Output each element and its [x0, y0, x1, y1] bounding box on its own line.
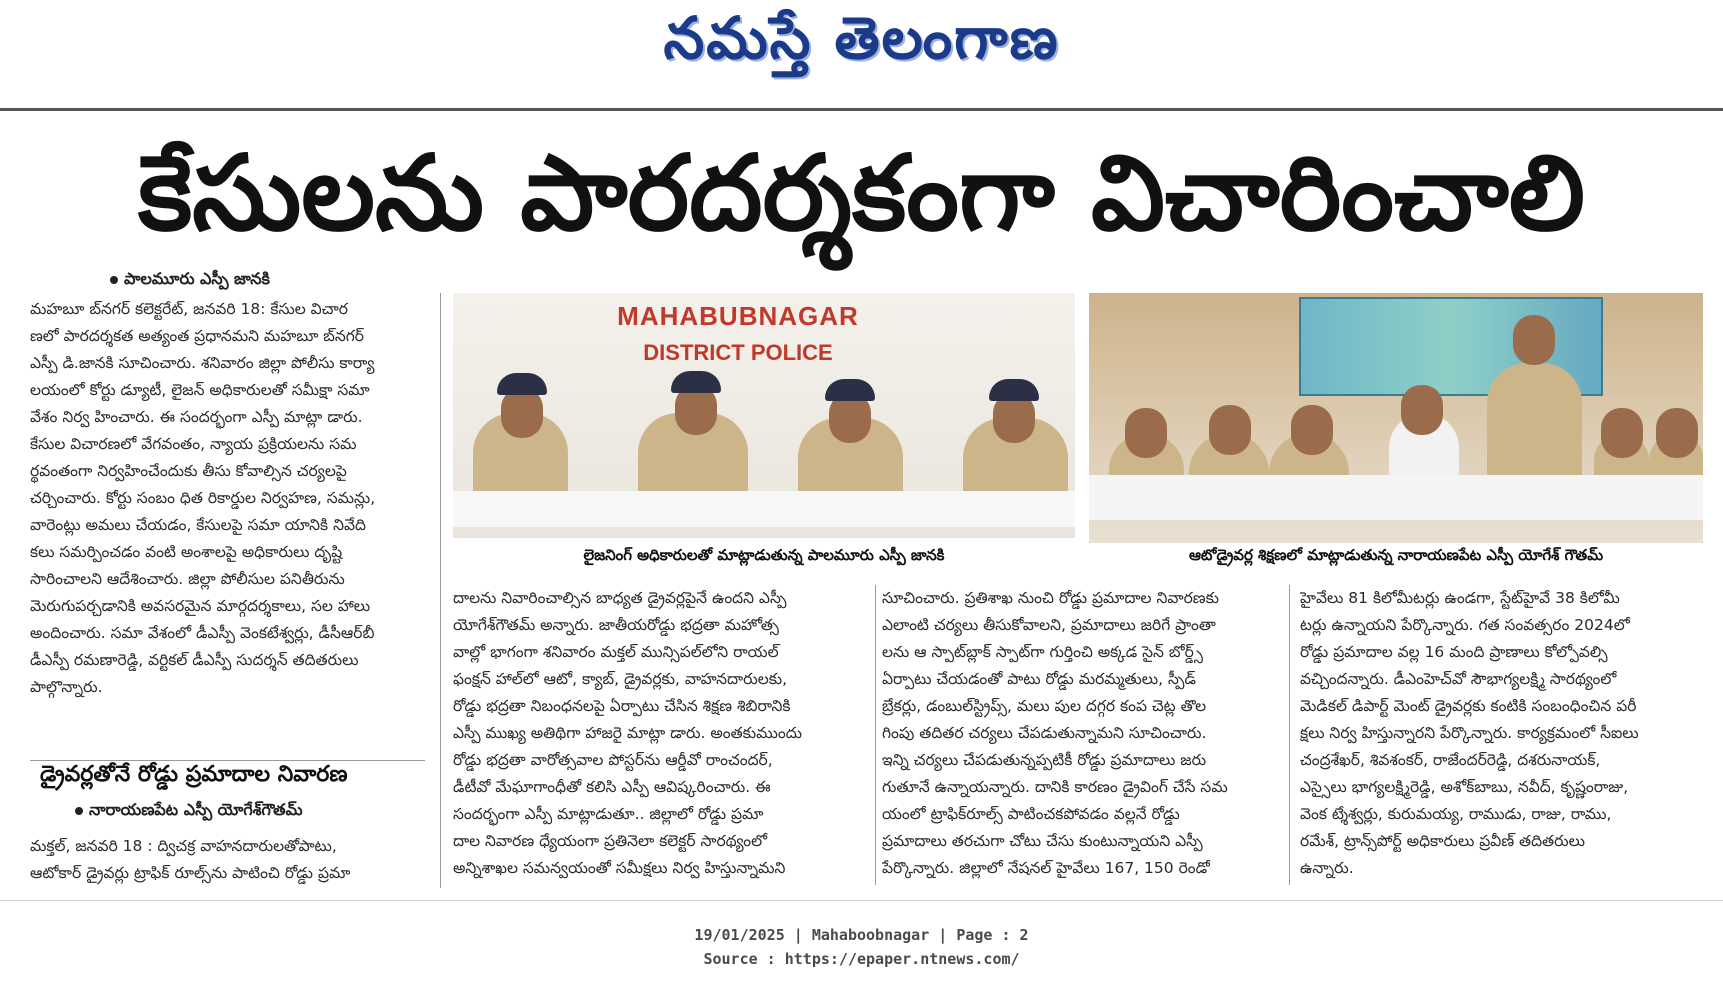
- headline: కేసులను పారదర్శకంగా విచారించాలి: [138, 132, 1585, 254]
- text-line: క్షలు నిర్వ హిస్తున్నారని పేర్కొన్నారు. కార్యక్రమంలో సీఐలు: [1300, 724, 1639, 742]
- text-line: ఇన్ని చర్యలు చేపడుతున్నప్పటికీ రోడ్డు ప్రమాదాలు జరు: [882, 751, 1207, 769]
- text-line: ఎస్పీ డి.జానకి సూచించారు. శనివారం జిల్లా పోలీసు కార్యా: [30, 354, 375, 372]
- text-line: ఏర్పాటు చేయడంతో పాటు రోడ్డు మరమ్మతులు, స్పీడ్: [882, 670, 1196, 688]
- text-line: యంలో ట్రాఫిక్‌రూల్స్ పాటించకపోవడం వల్లనే రోడ్డు: [882, 805, 1180, 823]
- text-line: కలు సమర్పించడం వంటి అంశాలపై అధికారులు దృష్టి: [30, 543, 343, 561]
- article2-byline: [75, 800, 303, 823]
- text-line: ఆటోకార్ డ్రైవర్లు ట్రాఫిక్ రూల్స్‌ను పాటించి రోడ్డు ప్రమా: [30, 864, 351, 882]
- text-line: సారించాలని ఆదేశించారు. జిల్లా పోలీసుల పనితీరును: [30, 570, 345, 588]
- article2-column-4: [1300, 585, 1705, 882]
- text-line: కేసుల విచారణలో వేగవంతం, న్యాయ ప్రక్రియలను సమ: [30, 435, 357, 453]
- text-line: మహబూ బ్‌నగర్ కలెక్టరేట్, జనవరి 18: కేసుల విచార: [30, 300, 348, 318]
- police-signboard: MAHABUBNAGAR DISTRICT POLICE: [617, 301, 859, 365]
- article1-byline: [110, 269, 270, 292]
- text-line: వాల్లో భాగంగా శనివారం మక్తల్ మున్సిపల్‌లోని రాయల్: [453, 643, 779, 661]
- text-line: ఎస్పీ ముఖ్య అతిథిగా హాజరై మాట్లా డారు. అంతకుముందు: [453, 724, 803, 742]
- text-line: హైవేలు 81 కిలోమీటర్లు ఉండగా, స్టేట్‌హైవే 38 కిలోమీ: [1300, 589, 1620, 607]
- text-line: పేర్కొన్నారు. జిల్లాలో నేషనల్ హైవేలు 167, 150 రెండో: [882, 859, 1210, 877]
- masthead: [0, 0, 1723, 90]
- speaking-officer: [1487, 363, 1582, 493]
- text-line: గుతూనే ఉన్నాయన్నారు. దానికి కారణం డ్రైవింగ్ చేసే సమ: [882, 778, 1228, 796]
- text-line: ఎలాంటి చర్యలు తీసుకోవాలని, ప్రమాదాలు జరిగే ప్రాంతా: [882, 616, 1216, 634]
- text-line: రోడ్డు ప్రమాదాల వల్ల 16 మంది ప్రాణాలు కోల్పోవల్సి: [1300, 643, 1608, 661]
- footer-date-page: 19/01/2025 | Mahaboobnagar | Page : 2: [694, 926, 1029, 944]
- masthead-divider: [0, 108, 1723, 111]
- text-line: మక్తల్, జనవరి 18 : ద్విచక్ర వాహనదారులతోపాటు,: [30, 837, 337, 855]
- text-line: బ్రేకర్లు, డంబుల్‌స్ట్రిప్స్, మలు పుల దగ్గర కంప చెట్ల తొల: [882, 697, 1207, 715]
- text-line: వారెంట్లు అమలు చేయడం, కేసులపై సమా యానికి నివేది: [30, 516, 366, 534]
- photo-police-meeting: [453, 293, 1075, 538]
- photo2-caption: ఆటోడ్రైవర్ల శిక్షణలో మాట్లాడుతున్న నారాయణపేట ఎస్పీ యోగేశ్ గౌతమ్: [1188, 546, 1604, 564]
- text-line: అన్నిశాఖల సమన్వయంతో సమీక్షలు నిర్వ హిస్తున్నామని: [453, 859, 786, 877]
- byline-text: పాలమూరు ఎస్పీ జానకి: [124, 269, 270, 288]
- text-line: రోడ్డు భద్రతా నిబంధనలపై ఏర్పాటు చేసిన శిక్షణ శిబిరానికి: [453, 697, 791, 715]
- newspaper-logo: నమస్తే తెలంగాణ: [663, 4, 1060, 72]
- text-line: ఎస్సైలు భాగ్యలక్ష్మిరెడ్డి, అశోక్‌బాబు, నవీద్, కృష్ణంరాజు,: [1300, 778, 1629, 796]
- text-line: ప్రమాదాలు తరచుగా చోటు చేసు కుంటున్నాయని ఎస్పీ: [882, 832, 1203, 850]
- text-line: సూచించారు. ప్రతిశాఖ నుంచి రోడ్డు ప్రమాదాల నివారణకు: [882, 589, 1220, 607]
- text-line: చంద్రశేఖర్, శివశంకర్, రాజేందర్‌రెడ్డి, దశరునాయక్,: [1300, 751, 1601, 769]
- text-line: యోగేశ్‌గౌతమ్ అన్నారు. జాతీయరోడ్డు భద్రతా మహోత్స: [453, 616, 779, 634]
- text-line: వచ్చిందన్నారు. డీఎంహెచ్‌వో సౌభాగ్యలక్ష్మి సారథ్యంలో: [1300, 670, 1617, 688]
- photo-driver-training: [1089, 293, 1703, 543]
- text-line: ఉన్నారు.: [1300, 859, 1354, 877]
- article-divider: [30, 760, 425, 761]
- text-line: ఫంక్షన్ హాల్‌లో ఆటో, క్యాబ్, డ్రైవర్లకు, వాహనదారులకు,: [453, 670, 788, 688]
- text-line: దాలను నివారించాల్సిన బాధ్యత డ్రైవర్లపైనే ఉందని ఎస్పీ: [453, 589, 787, 607]
- text-line: రోడ్డు భద్రతా వారోత్సవాల పోస్టర్‌ను ఆర్డీవో రాంచందర్,: [453, 751, 773, 769]
- text-line: వెంక ట్శేశ్వర్లు, కురుమయ్య, రాముడు, రాజు, రాము,: [1300, 805, 1612, 823]
- text-line: ర్థవంతంగా నిర్వహించేందుకు తీసు కోవాల్సిన చర్యలపై: [30, 462, 347, 480]
- bullet-icon: [75, 807, 83, 815]
- text-line: రమేశ్, ట్రాన్స్‌పోర్ట్ అధికారులు ప్రవీణ్ తదితరులు: [1300, 832, 1586, 850]
- text-line: మెడికల్ డిపార్ట్ మెంట్ డ్రైవర్లకు కంటికి సంబంధించిన పరీ: [1300, 697, 1637, 715]
- text-line: లను ఆ స్పాట్‌బ్లాక్ స్పాట్‌గా గుర్తించి అక్కడ సైన్ బోర్డ్స్: [882, 643, 1203, 661]
- page-bottom-rule: [0, 900, 1723, 901]
- text-line: టర్లు ఉన్నాయని పేర్కొన్నారు. గత సంవత్సరం 2024లో: [1300, 616, 1630, 634]
- text-line: అందించారు. సమా వేశంలో డీఎస్పీ వెంకటేశ్వర్లు, డీసీఆర్‌బీ: [30, 624, 375, 642]
- photo1-caption: లైజనింగ్ అధికారులతో మాట్లాడుతున్న పాలమూరు ఎస్పీ జానకి: [583, 546, 945, 564]
- bullet-icon: [110, 276, 118, 284]
- text-line: ణలో పారదర్శకత అత్యంత ప్రధానమని మహబూ బ్‌నగర్: [30, 327, 364, 345]
- column-divider: [1289, 585, 1290, 885]
- article2-column-1: [30, 833, 430, 887]
- text-line: మెరుగుపర్చడానికి అవసరమైన మార్గదర్శకాలు, సల హాలు: [30, 597, 371, 615]
- article1-body: [30, 296, 430, 701]
- article2-subhead: డ్రైవర్లతోనే రోడ్డు ప్రమాదాల నివారణ: [40, 762, 348, 787]
- text-line: చర్చించారు. కోర్టు సంబం ధిత రికార్డుల నిర్వహణ, సమన్లు,: [30, 489, 376, 507]
- text-line: గింపు తదితర చర్యలు చేపడుతున్నామని సూచించారు.: [882, 724, 1207, 742]
- text-line: దాల నివారణ ధ్యేయంగా ప్రతినెలా కలెక్టర్ సారథ్యంలో: [453, 832, 768, 850]
- text-line: డీఎస్పీ రమణారెడ్డి, వర్టికల్ డీఎస్పీ సుదర్శన్ తదితరులు: [30, 651, 359, 669]
- text-line: పాల్గొన్నారు.: [30, 678, 103, 696]
- text-line: డీటీవో మేఘాగాంధీతో కలిసి ఎస్పీ ఆవిష్కరించారు. ఈ: [453, 778, 771, 796]
- byline-text: నారాయణపేట ఎస్పీ యోగేశ్‌గౌతమ్: [89, 800, 303, 819]
- table: [1089, 475, 1703, 520]
- footer-source: Source : https://epaper.ntnews.com/: [703, 950, 1020, 968]
- text-line: సందర్భంగా ఎస్పీ మాట్లాడుతూ.. జిల్లాలో రోడ్డు ప్రమా: [453, 805, 764, 823]
- text-line: లయంలో కోర్టు డ్యూటీ, లైజన్ అధికారులతో సమీక్షా సమా: [30, 381, 370, 399]
- article2-column-2: [453, 585, 868, 882]
- article2-column-3: [882, 585, 1282, 882]
- text-line: వేశం నిర్వ హించారు. ఈ సందర్భంగా ఎస్పీ మాట్లా డారు.: [30, 408, 363, 426]
- table: [453, 491, 1075, 527]
- column-divider: [875, 585, 876, 885]
- column-divider: [440, 293, 441, 888]
